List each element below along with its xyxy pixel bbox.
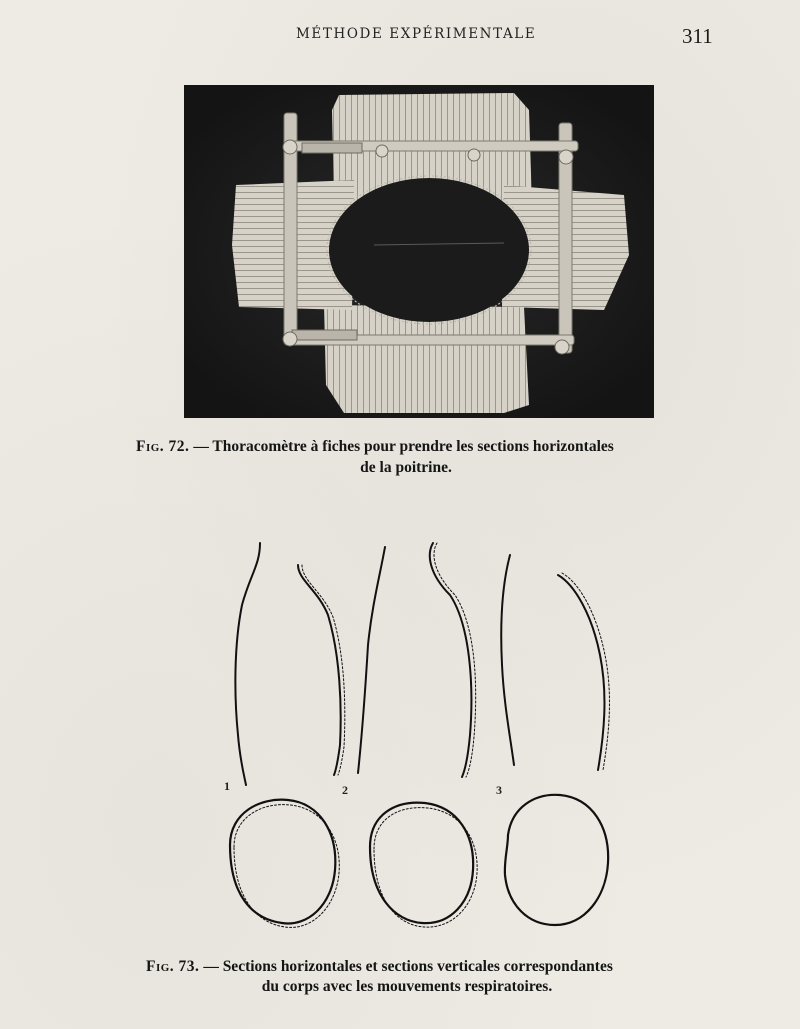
figure-72-caption-line1 [136,438,716,456]
figure-73-label: Fig. 73. [146,958,200,975]
running-head: MÉTHODE EXPÉRIMENTALE [296,26,537,42]
figure-72-label: Fig. 72. [136,438,190,455]
panel-number-3: 3 [496,783,502,797]
page-header [0,24,800,48]
figure-72-caption-line2: de la poitrine. [360,459,452,476]
page-number: 311 [682,24,713,48]
panel-number-2: 2 [342,783,348,797]
sections-drawing [190,535,710,945]
figure-73-caption-line2: du corps avec les mouvements respiratoires. [261,978,553,995]
figure-73-caption-line1 [146,958,726,976]
figure-73-caption-text: — Sections horizontales et sections verticales correspondantes [199,958,613,975]
thoracometer-photo [184,85,654,418]
panel-number-1: 1 [224,779,230,793]
figure-72-caption-text: — Thoracomètre à fiches pour prendre les sections horizontales [189,438,614,455]
